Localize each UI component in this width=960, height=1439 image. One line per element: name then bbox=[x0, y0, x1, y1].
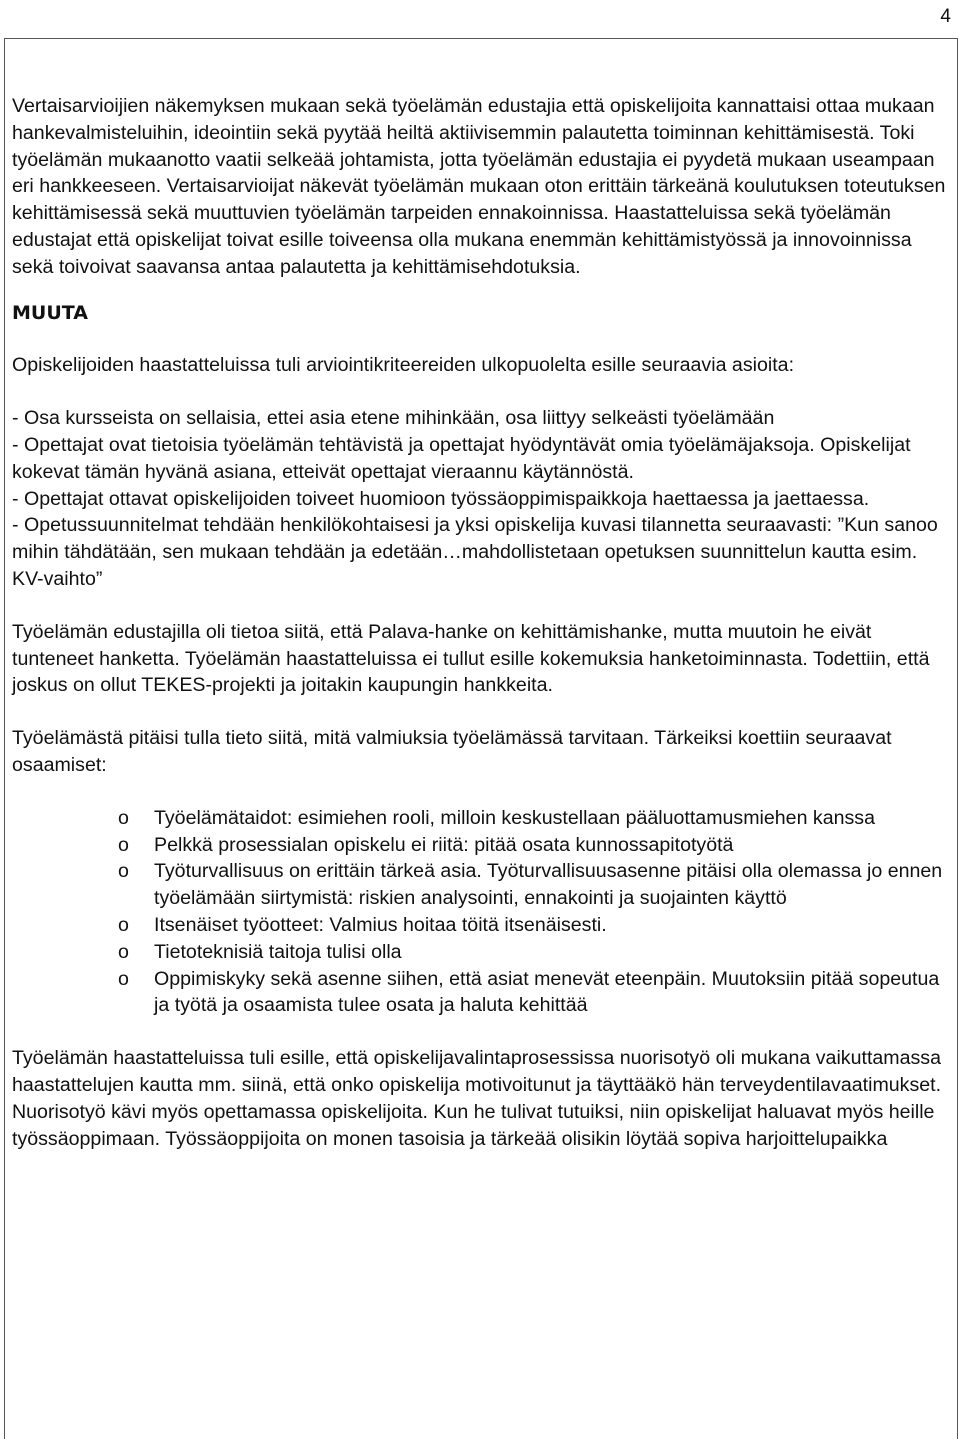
list-item-text: Itsenäiset työotteet: Valmius hoitaa töitä itsenäisesti. bbox=[154, 913, 607, 936]
list-item-text: Oppimiskyky sekä asenne siihen, että asiat menevät eteenpäin. Muutoksiin pitää sopeutua ja työtä ja osaamista tulee osata ja haluta kehittää bbox=[154, 967, 940, 1017]
list-item bbox=[12, 805, 947, 832]
paragraph-workplace-knowledge: Työelämän edustajilla oli tietoa siitä, että Palava-hanke on kehittämishanke, mutta muutoin he eivät tunteneet hanketta. Työelämän haastatteluissa ei tullut esille kokemuksia hanketoiminnasta. Todettiin, että joskus on ollut TEKES-projekti ja joitakin kaupungin hankkeita. bbox=[12, 620, 930, 697]
list-item bbox=[12, 939, 947, 966]
list-item bbox=[12, 912, 947, 939]
list-item-text: Työelämätaidot: esimiehen rooli, milloin keskustellaan pääluottamusmiehen kanssa bbox=[154, 806, 875, 829]
list-item-text: Työturvallisuus on erittäin tärkeä asia. Työturvallisuusasenne pitäisi olla olemassa jo ennen työelämään siirtymistä: riskien analysointi, ennakointi ja suojainten käyttö bbox=[154, 860, 943, 910]
bullet-marker: o bbox=[118, 967, 129, 990]
bullet-marker: o bbox=[118, 806, 129, 829]
list-item bbox=[12, 858, 947, 912]
bullet-marker: o bbox=[118, 940, 129, 963]
dash-item: - Osa kursseista on sellaisia, ettei asia etene mihinkään, osa liittyy selkeästi työelämään bbox=[12, 407, 775, 430]
skills-list bbox=[12, 805, 947, 1019]
section-heading-muuta: MUUTA bbox=[12, 301, 88, 324]
paragraph-student-selection: Työelämän haastatteluissa tuli esille, että opiskelijavalintaprosessissa nuorisotyö oli mukana vaikuttamassa haastattelujen kautta mm. siinä, että onko opiskelija motivoitunut ja täyttääkö hän terveydentilavaatimukset. Nuorisotyö kävi myös opettamassa opiskelijoita. Kun he tulivat tutuiksi, niin opiskelijat haluavat myös heille työssäoppimaan. Työssäoppijoita on monen tasoisia ja tärkeää olisikin löytää sopiva harjoittelupaikka bbox=[12, 1047, 942, 1150]
list-item bbox=[12, 832, 947, 859]
dash-item: - Opetussuunnitelmat tehdään henkilökohtaisesi ja yksi opiskelija kuvasi tilannetta seuraavasti: ”Kun sanoo mihin tähdätään, sen mukaan tehdään ja edetään…mahdollistetaan opetuksen suunnittelun kautta esim. KV-vaihto” bbox=[12, 514, 938, 590]
page-number: 4 bbox=[940, 6, 951, 27]
list-item-text: Pelkkä prosessialan opiskelu ei riitä: pitää osata kunnossapitotyötä bbox=[154, 833, 734, 856]
list-item bbox=[12, 966, 947, 1020]
dash-item: - Opettajat ovat tietoisia työelämän tehtävistä ja opettajat hyödyntävät omia työelämäjaksoja. Opiskelijat kokevat tämän hyvänä asiana, etteivät opettajat vieraannu käytännöstä. bbox=[12, 433, 911, 483]
document-body bbox=[12, 93, 947, 1152]
bullet-marker: o bbox=[118, 913, 129, 936]
paragraph-peer-review: Vertaisarvioijien näkemyksen mukaan sekä työelämän edustajia että opiskelijoita kannattaisi ottaa mukaan hankevalmisteluihin, ideointiin sekä pyytää heiltä aktiivisemmin palautetta toiminnan kehittämisestä. Toki työelämän mukaanotto vaatii selkeää johtamista, jotta työelämän edustajia ei pyydetä mukaan useampaan eri hankkeeseen. Vertaisarvioijat näkevät työelämän mukaan oton erittäin tärkeänä koulutuksen toteutuksen kehittämisessä sekä muuttuvien työelämän tarpeiden ennakoinnissa. Haastatteluissa sekä työelämän edustajat että opiskelijat toivat esille toiveensa olla mukana enemmän kehittämistyössä ja innovoinnissa sekä toivoivat saavansa antaa palautetta ja kehittämisehdotuksia. bbox=[12, 95, 946, 278]
bullet-marker: o bbox=[118, 860, 129, 883]
list-item-text: Tietoteknisiä taitoja tulisi olla bbox=[154, 940, 402, 963]
dash-item: - Opettajat ottavat opiskelijoiden toiveet huomioon työssäoppimispaikkoja haettaessa ja jaettaessa. bbox=[12, 487, 870, 510]
bullet-marker: o bbox=[118, 833, 129, 856]
paragraph-student-interviews: Opiskelijoiden haastatteluissa tuli arviointikriteereiden ulkopuolelta esille seuraavia asioita: bbox=[12, 354, 795, 377]
paragraph-required-skills: Työelämästä pitäisi tulla tieto siitä, mitä valmiuksia työelämässä tarvitaan. Tärkeiksi koettiin seuraavat osaamiset: bbox=[12, 727, 892, 776]
